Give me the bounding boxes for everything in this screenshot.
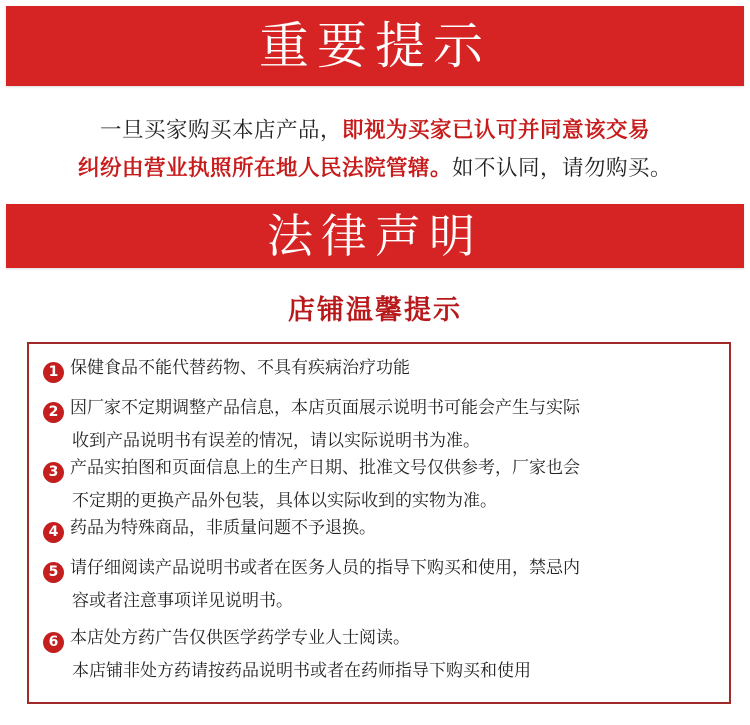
tip-6-line-2: 本店铺非处方药请按药品说明书或者在药师指导下购买和使用 <box>72 661 531 681</box>
notice-line-2 <box>0 150 750 188</box>
tip-item-5 <box>43 552 713 618</box>
tip-3-line-2: 不定期的更换产品外包装，具体以实际收到的实物为准。 <box>72 491 497 511</box>
tip-number-2-icon: 2 <box>43 402 64 423</box>
tip-item-1 <box>43 352 713 385</box>
notice-line-2-normal: 如不认同，请勿购买。 <box>452 156 673 181</box>
tip-number-4-icon: 4 <box>43 522 64 543</box>
tip-2-line-1: 因厂家不定期调整产品信息，本店页面展示说明书可能会产生与实际 <box>70 398 580 418</box>
tip-4-line-1: 药品为特殊商品，非质量问题不予退换。 <box>70 518 376 538</box>
tip-3-line-1: 产品实拍图和页面信息上的生产日期、批准文号仅供参考，厂家也会 <box>70 458 580 478</box>
legal-statement-title: 法律声明 <box>267 209 483 263</box>
shop-tips-title: 店铺温馨提示 <box>288 295 462 326</box>
tip-item-2 <box>43 392 713 458</box>
tip-2-line-2: 收到产品说明书有误差的情况，请以实际说明书为准。 <box>72 431 480 451</box>
tip-5-line-2: 容或者注意事项详见说明书。 <box>72 591 293 611</box>
shop-tips-box <box>27 342 731 704</box>
tip-number-6-icon: 6 <box>43 632 64 653</box>
purchase-agreement-notice <box>0 112 750 188</box>
tip-5-line-1: 请仔细阅读产品说明书或者在医务人员的指导下购买和使用，禁忌内 <box>70 558 580 578</box>
tip-1-line-1: 保健食品不能代替药物、不具有疾病治疗功能 <box>70 358 410 378</box>
tip-item-3 <box>43 452 713 518</box>
important-notice-banner <box>6 6 744 86</box>
tip-6-line-1: 本店处方药广告仅供医学药学专业人士阅读。 <box>70 628 410 648</box>
legal-statement-banner <box>6 204 744 268</box>
notice-line-2-red: 纠纷由营业执照所在地人民法院管辖。 <box>77 156 452 181</box>
tip-item-6 <box>43 622 713 688</box>
tip-number-1-icon: 1 <box>43 362 64 383</box>
notice-line-1 <box>0 112 750 150</box>
important-notice-title: 重要提示 <box>259 17 491 75</box>
notice-line-1-normal: 一旦买家购买本店产品， <box>99 118 342 143</box>
tip-item-4 <box>43 512 713 545</box>
notice-line-1-red: 即视为买家已认可并同意该交易 <box>342 118 651 143</box>
tip-number-5-icon: 5 <box>43 562 64 583</box>
tip-number-3-icon: 3 <box>43 462 64 483</box>
